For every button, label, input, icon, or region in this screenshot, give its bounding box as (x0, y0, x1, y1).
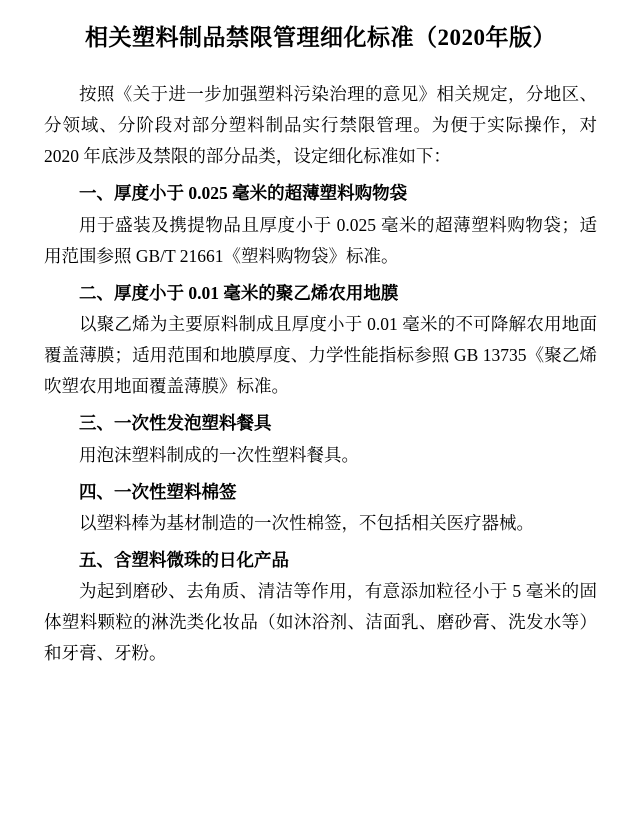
section-5 (44, 545, 597, 670)
section-heading: 五、含塑料微珠的日化产品 (79, 550, 289, 571)
section-body: 以聚乙烯为主要原料制成且厚度小于 0.01 毫米的不可降解农用地面覆盖薄膜；适用范围和地膜厚度、力学性能指标参照 GB 13735《聚乙烯吹塑农用地面覆盖薄膜》标准。 (44, 314, 597, 397)
intro-paragraph: 按照《关于进一步加强塑料污染治理的意见》相关规定，分地区、分领域、分阶段对部分塑料制品实行禁限管理。为便于实际操作，对 2020 年底涉及禁限的部分品类，设定细化标准如下： (44, 84, 597, 167)
section-4 (44, 477, 597, 539)
section-body: 以塑料棒为基材制造的一次性棉签，不包括相关医疗器械。 (79, 512, 534, 533)
section-heading: 一、厚度小于 0.025 毫米的超薄塑料购物袋 (79, 183, 408, 204)
section-3 (44, 408, 597, 470)
section-heading: 三、一次性发泡塑料餐具 (79, 413, 272, 434)
section-heading: 二、厚度小于 0.01 毫米的聚乙烯农用地膜 (79, 282, 399, 303)
section-body: 用泡沫塑料制成的一次性塑料餐具。 (79, 444, 359, 465)
section-2 (44, 278, 597, 403)
page-title: 相关塑料制品禁限管理细化标准（2020年版） (85, 25, 556, 50)
section-body: 为起到磨砂、去角质、清洁等作用，有意添加粒径小于 5 毫米的固体塑料颗粒的淋洗类化妆品（如沐浴剂、洁面乳、磨砂膏、洗发水等）和牙膏、牙粉。 (44, 581, 597, 664)
section-1 (44, 178, 597, 271)
section-heading: 四、一次性塑料棉签 (79, 481, 237, 502)
section-body: 用于盛装及携提物品且厚度小于 0.025 毫米的超薄塑料购物袋；适用范围参照 GB/T 21661《塑料购物袋》标准。 (44, 214, 597, 266)
